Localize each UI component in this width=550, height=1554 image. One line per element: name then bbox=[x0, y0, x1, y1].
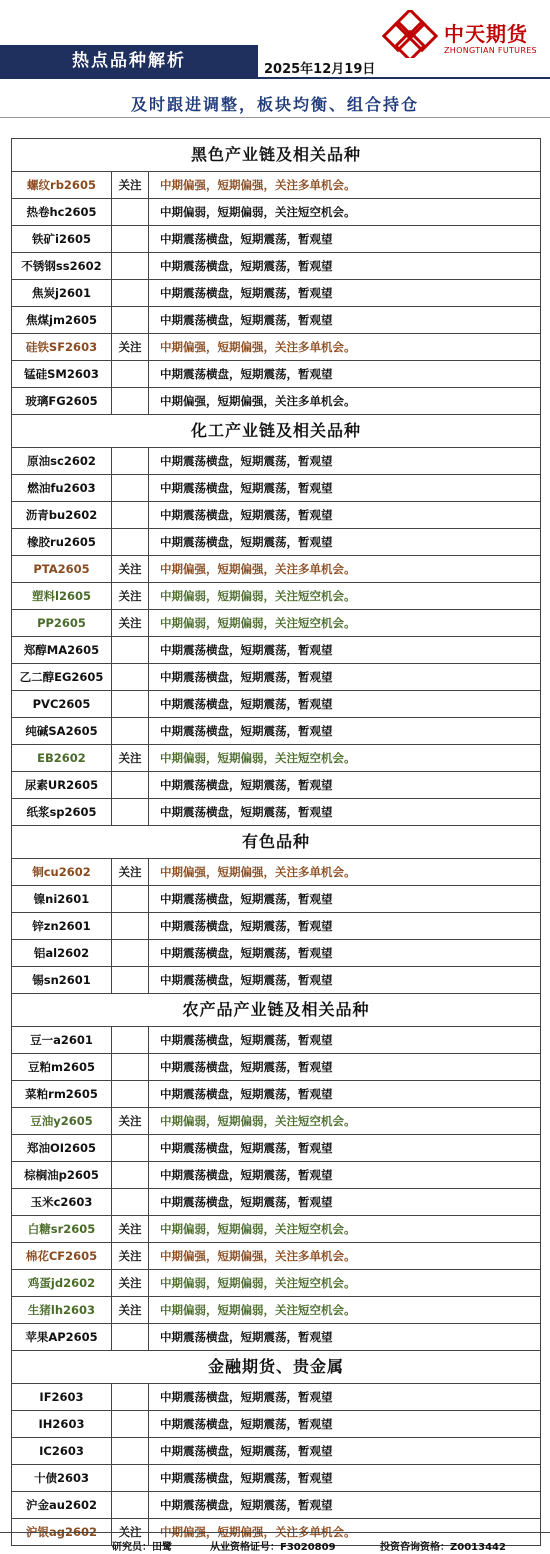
contract-name: IF2603 bbox=[12, 1384, 112, 1410]
market-view: 中期震荡横盘，短期震荡，暂观望 bbox=[160, 973, 333, 987]
focus-flag bbox=[112, 1411, 149, 1437]
contract-name: 棉花CF2605 bbox=[12, 1243, 112, 1269]
contract-name: 豆油y2605 bbox=[12, 1108, 112, 1134]
market-view: 中期震荡横盘，短期震荡，暂观望 bbox=[160, 805, 333, 819]
market-view: 中期震荡横盘，短期震荡，暂观望 bbox=[160, 1033, 333, 1047]
contract-name: 螺纹rb2605 bbox=[12, 172, 112, 198]
contract-name: 锌zn2601 bbox=[12, 913, 112, 939]
focus-flag: 关注 bbox=[112, 859, 149, 885]
contract-name: 铝al2602 bbox=[12, 940, 112, 966]
table-row bbox=[12, 583, 540, 610]
market-view: 中期偏弱，短期偏弱，关注短空机会。 bbox=[160, 1222, 356, 1236]
table-row bbox=[12, 799, 540, 826]
market-view: 中期震荡横盘，短期震荡，暂观望 bbox=[160, 919, 333, 933]
report-header bbox=[0, 0, 550, 114]
focus-flag bbox=[112, 307, 149, 333]
focus-flag: 关注 bbox=[112, 1270, 149, 1296]
contract-name: 豆一a2601 bbox=[12, 1027, 112, 1053]
contract-name: 铜cu2602 bbox=[12, 859, 112, 885]
market-view: 中期震荡横盘，短期震荡，暂观望 bbox=[160, 892, 333, 906]
focus-flag bbox=[112, 253, 149, 279]
section-header: 农产品产业链及相关品种 bbox=[12, 994, 540, 1027]
knot-logo-icon bbox=[382, 10, 438, 58]
contract-name: 菜粕rm2605 bbox=[12, 1081, 112, 1107]
report-subtitle: 及时跟进调整，板块均衡、组合持仓 bbox=[130, 95, 419, 114]
focus-flag bbox=[112, 1438, 149, 1464]
focus-flag bbox=[112, 1465, 149, 1491]
table-row bbox=[12, 1324, 540, 1351]
market-view: 中期震荡横盘，短期震荡，暂观望 bbox=[160, 1195, 333, 1209]
contract-name: 白糖sr2605 bbox=[12, 1216, 112, 1242]
contract-name: 硅铁SF2603 bbox=[12, 334, 112, 360]
contract-name: IH2603 bbox=[12, 1411, 112, 1437]
focus-flag bbox=[112, 637, 149, 663]
section-header: 有色品种 bbox=[12, 826, 540, 859]
focus-flag bbox=[112, 1135, 149, 1161]
table-row bbox=[12, 388, 540, 415]
market-view: 中期震荡横盘，短期震荡，暂观望 bbox=[160, 1330, 333, 1344]
market-view: 中期震荡横盘，短期震荡，暂观望 bbox=[160, 286, 333, 300]
market-view: 中期偏弱，短期偏弱，关注短空机会。 bbox=[160, 616, 356, 630]
focus-flag: 关注 bbox=[112, 556, 149, 582]
focus-flag: 关注 bbox=[112, 334, 149, 360]
focus-flag bbox=[112, 691, 149, 717]
market-view: 中期震荡横盘，短期震荡，暂观望 bbox=[160, 367, 333, 381]
contract-name: 纸浆sp2605 bbox=[12, 799, 112, 825]
table-row bbox=[12, 172, 540, 199]
table-row bbox=[12, 529, 540, 556]
table-row bbox=[12, 280, 540, 307]
market-view: 中期震荡横盘，短期震荡，暂观望 bbox=[160, 1087, 333, 1101]
table-row bbox=[12, 1054, 540, 1081]
market-view: 中期震荡横盘，短期震荡，暂观望 bbox=[160, 535, 333, 549]
market-view: 中期偏强，短期偏强，关注多单机会。 bbox=[160, 394, 356, 408]
table-row bbox=[12, 1081, 540, 1108]
contract-name: 沥青bu2602 bbox=[12, 502, 112, 528]
table-row bbox=[12, 1216, 540, 1243]
table-row bbox=[12, 745, 540, 772]
market-view: 中期偏弱，短期偏弱，关注短空机会。 bbox=[160, 1276, 356, 1290]
contract-name: 乙二醇EG2605 bbox=[12, 664, 112, 690]
table-row bbox=[12, 475, 540, 502]
table-row bbox=[12, 913, 540, 940]
focus-flag: 关注 bbox=[112, 1243, 149, 1269]
market-view: 中期震荡横盘，短期震荡，暂观望 bbox=[160, 1498, 333, 1512]
focus-flag bbox=[112, 1054, 149, 1080]
license-number: 从业资格证号：F3020809 bbox=[210, 1542, 336, 1553]
market-view: 中期偏弱，短期偏弱，关注短空机会。 bbox=[160, 751, 356, 765]
market-view: 中期震荡横盘，短期震荡，暂观望 bbox=[160, 724, 333, 738]
focus-flag bbox=[112, 913, 149, 939]
market-view: 中期偏强，短期偏强，关注多单机会。 bbox=[160, 340, 356, 354]
focus-flag: 关注 bbox=[112, 583, 149, 609]
market-view: 中期震荡横盘，短期震荡，暂观望 bbox=[160, 313, 333, 327]
focus-flag bbox=[112, 940, 149, 966]
contract-name: 塑料l2605 bbox=[12, 583, 112, 609]
market-view: 中期偏强，短期偏强，关注多单机会。 bbox=[160, 865, 356, 879]
table-row bbox=[12, 253, 540, 280]
market-view: 中期偏强，短期偏强，关注多单机会。 bbox=[160, 562, 356, 576]
contract-name: 苹果AP2605 bbox=[12, 1324, 112, 1350]
contract-name: 橡胶ru2605 bbox=[12, 529, 112, 555]
focus-flag bbox=[112, 886, 149, 912]
market-view: 中期震荡横盘，短期震荡，暂观望 bbox=[160, 1417, 333, 1431]
contract-name: 锡sn2601 bbox=[12, 967, 112, 993]
logo-english-name: ZHONGTIAN FUTURES bbox=[444, 46, 537, 55]
market-view: 中期震荡横盘，短期震荡，暂观望 bbox=[160, 1168, 333, 1182]
market-view: 中期偏弱，短期偏弱，关注短空机会。 bbox=[160, 1303, 356, 1317]
market-view: 中期震荡横盘，短期震荡，暂观望 bbox=[160, 778, 333, 792]
focus-flag: 关注 bbox=[112, 610, 149, 636]
focus-flag bbox=[112, 718, 149, 744]
market-view: 中期震荡横盘，短期震荡，暂观望 bbox=[160, 454, 333, 468]
contract-name: 燃油fu2603 bbox=[12, 475, 112, 501]
report-title: 热点品种解析 bbox=[0, 45, 258, 77]
focus-flag bbox=[112, 361, 149, 387]
table-row bbox=[12, 334, 540, 361]
table-row bbox=[12, 886, 540, 913]
focus-flag bbox=[112, 529, 149, 555]
table-row bbox=[12, 859, 540, 886]
market-view: 中期偏强，短期偏强，关注多单机会。 bbox=[160, 1525, 356, 1539]
focus-flag bbox=[112, 1384, 149, 1410]
focus-flag bbox=[112, 199, 149, 225]
focus-flag bbox=[112, 280, 149, 306]
focus-flag bbox=[112, 1162, 149, 1188]
market-view: 中期偏弱，短期偏弱，关注短空机会。 bbox=[160, 205, 356, 219]
table-row bbox=[12, 1135, 540, 1162]
market-view: 中期震荡横盘，短期震荡，暂观望 bbox=[160, 481, 333, 495]
focus-flag bbox=[112, 448, 149, 474]
market-view: 中期震荡横盘，短期震荡，暂观望 bbox=[160, 697, 333, 711]
contract-name: 锰硅SM2603 bbox=[12, 361, 112, 387]
market-view: 中期震荡横盘，短期震荡，暂观望 bbox=[160, 259, 333, 273]
table-row bbox=[12, 1411, 540, 1438]
table-row bbox=[12, 664, 540, 691]
table-row bbox=[12, 637, 540, 664]
advisor-qualification: 投资咨询资格：Z0013442 bbox=[380, 1542, 506, 1553]
table-row bbox=[12, 610, 540, 637]
focus-flag bbox=[112, 664, 149, 690]
contract-name: 棕榈油p2605 bbox=[12, 1162, 112, 1188]
analysis-table bbox=[11, 138, 541, 1546]
contract-name: 镍ni2601 bbox=[12, 886, 112, 912]
section-header: 黑色产业链及相关品种 bbox=[12, 139, 540, 172]
contract-name: 尿素UR2605 bbox=[12, 772, 112, 798]
table-row bbox=[12, 448, 540, 475]
report-footer bbox=[0, 1532, 550, 1554]
focus-flag bbox=[112, 1492, 149, 1518]
focus-flag bbox=[112, 226, 149, 252]
market-view: 中期偏弱，短期偏弱，关注短空机会。 bbox=[160, 589, 356, 603]
section-header: 金融期货、贵金属 bbox=[12, 1351, 540, 1384]
focus-flag: 关注 bbox=[112, 1216, 149, 1242]
contract-name: 纯碱SA2605 bbox=[12, 718, 112, 744]
contract-name: 不锈钢ss2602 bbox=[12, 253, 112, 279]
table-row bbox=[12, 226, 540, 253]
focus-flag bbox=[112, 475, 149, 501]
table-row bbox=[12, 940, 540, 967]
contract-name: 焦炭j2601 bbox=[12, 280, 112, 306]
contract-name: 鸡蛋jd2602 bbox=[12, 1270, 112, 1296]
contract-name: 焦煤jm2605 bbox=[12, 307, 112, 333]
contract-name: IC2603 bbox=[12, 1438, 112, 1464]
contract-name: 玉米c2603 bbox=[12, 1189, 112, 1215]
market-view: 中期震荡横盘，短期震荡，暂观望 bbox=[160, 1141, 333, 1155]
contract-name: 沪金au2602 bbox=[12, 1492, 112, 1518]
market-view: 中期震荡横盘，短期震荡，暂观望 bbox=[160, 670, 333, 684]
table-row bbox=[12, 199, 540, 226]
contract-name: 热卷hc2605 bbox=[12, 199, 112, 225]
contract-name: EB2602 bbox=[12, 745, 112, 771]
market-view: 中期震荡横盘，短期震荡，暂观望 bbox=[160, 1390, 333, 1404]
focus-flag: 关注 bbox=[112, 1297, 149, 1323]
focus-flag bbox=[112, 388, 149, 414]
table-row bbox=[12, 1297, 540, 1324]
contract-name: 豆粕m2605 bbox=[12, 1054, 112, 1080]
market-view: 中期偏强，短期偏强，关注多单机会。 bbox=[160, 178, 356, 192]
focus-flag bbox=[112, 967, 149, 993]
market-view: 中期偏弱，短期偏弱，关注短空机会。 bbox=[160, 1114, 356, 1128]
table-row bbox=[12, 967, 540, 994]
table-row bbox=[12, 361, 540, 388]
table-row bbox=[12, 1243, 540, 1270]
contract-name: 郑醇MA2605 bbox=[12, 637, 112, 663]
focus-flag bbox=[112, 1324, 149, 1350]
focus-flag: 关注 bbox=[112, 1108, 149, 1134]
table-row bbox=[12, 1492, 540, 1519]
table-row bbox=[12, 772, 540, 799]
table-row bbox=[12, 1189, 540, 1216]
company-logo bbox=[382, 10, 542, 60]
focus-flag bbox=[112, 799, 149, 825]
market-view: 中期震荡横盘，短期震荡，暂观望 bbox=[160, 1444, 333, 1458]
contract-name: PTA2605 bbox=[12, 556, 112, 582]
report-date: 2025年12月19日 bbox=[264, 62, 376, 77]
table-row bbox=[12, 556, 540, 583]
focus-flag: 关注 bbox=[112, 1519, 149, 1545]
contract-name: 铁矿i2605 bbox=[12, 226, 112, 252]
focus-flag bbox=[112, 1027, 149, 1053]
focus-flag: 关注 bbox=[112, 172, 149, 198]
table-row bbox=[12, 718, 540, 745]
focus-flag bbox=[112, 502, 149, 528]
contract-name: 沪银ag2602 bbox=[12, 1519, 112, 1545]
contract-name: PP2605 bbox=[12, 610, 112, 636]
subtitle-divider bbox=[0, 117, 550, 118]
contract-name: 十债2603 bbox=[12, 1465, 112, 1491]
section-header: 化工产业链及相关品种 bbox=[12, 415, 540, 448]
focus-flag bbox=[112, 772, 149, 798]
table-row bbox=[12, 1465, 540, 1492]
table-row bbox=[12, 1384, 540, 1411]
contract-name: 生猪lh2603 bbox=[12, 1297, 112, 1323]
market-view: 中期偏强，短期偏强，关注多单机会。 bbox=[160, 1249, 356, 1263]
contract-name: PVC2605 bbox=[12, 691, 112, 717]
market-view: 中期震荡横盘，短期震荡，暂观望 bbox=[160, 1060, 333, 1074]
table-row bbox=[12, 1027, 540, 1054]
contract-name: 玻璃FG2605 bbox=[12, 388, 112, 414]
table-row bbox=[12, 1270, 540, 1297]
market-view: 中期震荡横盘，短期震荡，暂观望 bbox=[160, 508, 333, 522]
contract-name: 原油sc2602 bbox=[12, 448, 112, 474]
researcher-name: 研究员：田鹭 bbox=[112, 1542, 172, 1553]
table-row bbox=[12, 1108, 540, 1135]
table-row bbox=[12, 1438, 540, 1465]
market-view: 中期震荡横盘，短期震荡，暂观望 bbox=[160, 1471, 333, 1485]
table-row bbox=[12, 1162, 540, 1189]
market-view: 中期震荡横盘，短期震荡，暂观望 bbox=[160, 946, 333, 960]
focus-flag bbox=[112, 1189, 149, 1215]
table-row bbox=[12, 691, 540, 718]
contract-name: 郑油OI2605 bbox=[12, 1135, 112, 1161]
market-view: 中期震荡横盘，短期震荡，暂观望 bbox=[160, 643, 333, 657]
focus-flag bbox=[112, 1081, 149, 1107]
focus-flag: 关注 bbox=[112, 745, 149, 771]
market-view: 中期震荡横盘，短期震荡，暂观望 bbox=[160, 232, 333, 246]
logo-chinese-name: 中天期货 bbox=[444, 22, 528, 46]
table-row bbox=[12, 307, 540, 334]
table-row bbox=[12, 502, 540, 529]
header-divider bbox=[0, 77, 550, 79]
